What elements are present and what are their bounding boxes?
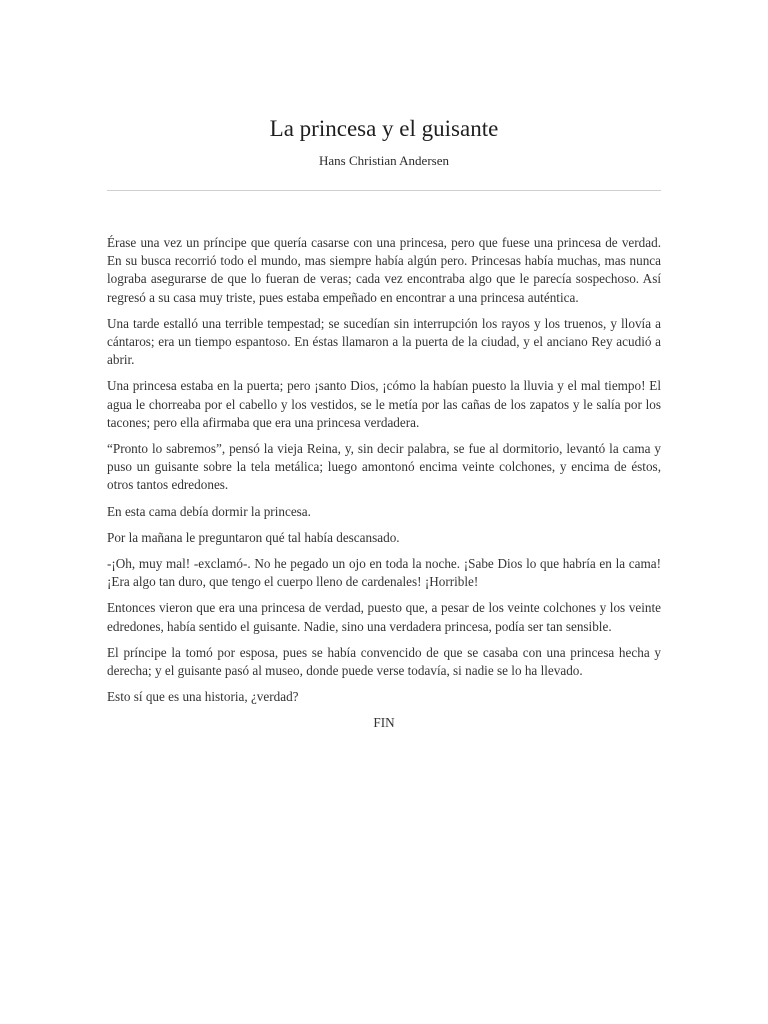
paragraph: Érase una vez un príncipe que quería casarse con una princesa, pero que fuese una princesa de verdad. En su busca recorrió todo el mundo, mas siempre había algún pero. Princesas había muchas, mas nunca lograba asegurarse de que lo fueran de veras; cada vez encontraba algo que le parecía sospechoso. Así regresó a su casa muy triste, pues estaba empeñado en encontrar a una princesa auténtica. bbox=[107, 235, 661, 305]
paragraph: El príncipe la tomó por esposa, pues se había convencido de que se casaba con una princesa hecha y derecha; y el guisante pasó al museo, donde puede verse todavía, si nadie se lo ha llevado. bbox=[107, 644, 661, 679]
paragraph: Una princesa estaba en la puerta; pero ¡santo Dios, ¡cómo la habían puesto la lluvia y el mal tiempo! El agua le chorreaba por el cabello y los vestidos, se le metía por las cañas de los zapatos y le salía por los tacones; pero ella afirmaba que era una princesa verdadera. bbox=[107, 378, 661, 430]
paragraph: En esta cama debía dormir la princesa. bbox=[107, 503, 311, 519]
story-body bbox=[107, 234, 661, 732]
paragraph: Una tarde estalló una terrible tempestad; se sucedían sin interrupción los rayos y los truenos, y llovía a cántaros; era un tiempo espantoso. En éstas llamaron a la puerta de la ciudad, y el anciano Rey acudió a abrir. bbox=[107, 315, 661, 368]
title-divider bbox=[107, 190, 661, 191]
paragraph: -¡Oh, muy mal! -exclamó-. No he pegado un ojo en toda la noche. ¡Sabe Dios lo que habría en la cama! ¡Era algo tan duro, que tengo el cuerpo lleno de cardenales! ¡Horrible! bbox=[107, 556, 661, 590]
document-author: Hans Christian Andersen bbox=[319, 153, 449, 168]
paragraph: Por la mañana le preguntaron qué tal había descansado. bbox=[107, 529, 400, 545]
end-marker: FIN bbox=[373, 715, 395, 731]
paragraph: Esto sí que es una historia, ¿verdad? bbox=[107, 689, 299, 705]
document-title: La princesa y el guisante bbox=[269, 116, 499, 141]
paragraph: “Pronto lo sabremos”, pensó la vieja Reina, y, sin decir palabra, se fue al dormitorio, levantó la cama y puso un guisante sobre la tela metálica; luego amontonó encima veinte colchones, y encima de éstos, otros tantos edredones. bbox=[107, 441, 661, 493]
paragraph: Entonces vieron que era una princesa de verdad, puesto que, a pesar de los veinte colchones y los veinte edredones, había sentido el guisante. Nadie, sino una verdadera princesa, podía ser tan sensible. bbox=[107, 600, 661, 634]
